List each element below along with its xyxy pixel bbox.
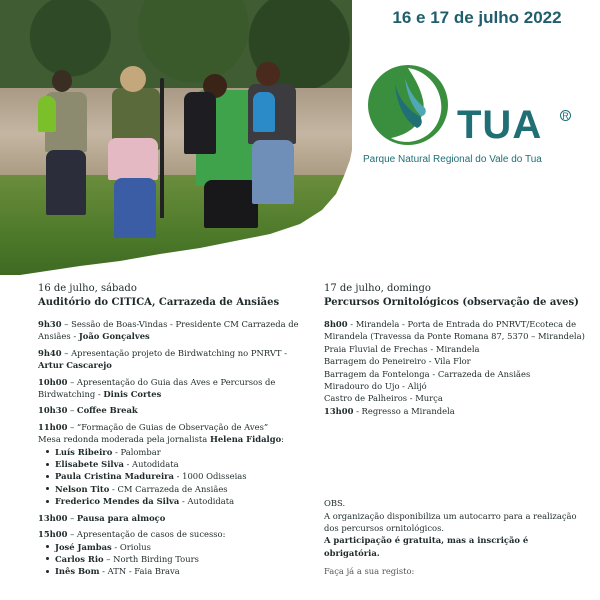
schedule-speaker: João Gonçalves [78, 331, 150, 342]
route-start [324, 318, 586, 343]
route-stop: Miradouro do Ujo - Alijó [324, 381, 427, 392]
backpack-green [38, 96, 56, 132]
cases-item [38, 528, 306, 578]
schedule-item [38, 376, 306, 401]
list-item [46, 495, 306, 507]
route-end-text: - Regresso a Mirandela [353, 405, 455, 416]
panel-colon: : [281, 434, 284, 445]
obs-registration-note: A participação é gratuita, mas a inscrição é obrigatória. [324, 535, 529, 558]
speaker-name: Paula Cristina Madureira [55, 471, 174, 482]
park-name: Parque Natural Regional do Vale do Tua [363, 154, 542, 165]
obs-title: OBS. [324, 498, 346, 509]
speaker-org: – North Birding Tours [103, 553, 199, 564]
obs-register-call: Faça já a sua registo: [324, 566, 415, 577]
schedule-speaker: Dinis Cortes [103, 389, 162, 400]
schedule-time: 8h00 [324, 319, 348, 329]
schedule-text: – Apresentação projeto de Birdwatching no PNRVT - [61, 347, 287, 358]
speaker-org: - 1000 Odisseias [173, 471, 247, 482]
schedule-item [38, 318, 306, 343]
speaker-org: - Palombar [112, 446, 161, 457]
backpack-blue [253, 92, 275, 132]
torn-paper-edge [0, 150, 600, 285]
speaker-org: - Autodidata [123, 459, 179, 470]
day2-venue: Percursos Ornitológicos (observação de aves) [324, 297, 579, 308]
schedule-item [38, 512, 306, 524]
speaker-name: Elisabete Silva [55, 459, 124, 470]
birdwatcher-4-head [256, 62, 280, 86]
speaker-name: Nelson Tito [55, 483, 110, 494]
speaker-name: José Jambas [55, 541, 112, 552]
route-stop: Barragem do Peneireiro - Vila Flor [324, 356, 471, 367]
logo-wordmark: TUA [457, 103, 543, 147]
list-item [46, 446, 306, 458]
schedule-text: – [67, 512, 77, 523]
schedule-speaker: Coffee Break [76, 405, 138, 416]
birdwatcher-2-head [120, 66, 146, 92]
day1-venue: Auditório do CITICA, Carrazeda de Ansiães [38, 297, 280, 308]
panel-title: – “Formação de Guias de Observação de Aves” [67, 421, 269, 432]
list-item [46, 458, 306, 470]
schedule-item [38, 404, 306, 416]
panel-item [38, 421, 306, 508]
observations [324, 497, 586, 577]
route-end [324, 405, 586, 417]
backpack-black [184, 92, 216, 154]
schedule-speaker: Artur Cascarejo [38, 360, 112, 371]
event-dates: 16 e 17 de julho 2022 [392, 8, 562, 27]
schedule-time: 13h00 [38, 512, 68, 523]
speaker-org: - Autodidata [179, 496, 235, 507]
schedule-item [38, 347, 306, 372]
day2-column [324, 282, 586, 578]
schedule-text: – Apresentação do Guia das Aves e Percursos de Birdwatching - [38, 376, 276, 400]
schedule-text: – [67, 405, 77, 416]
obs-text: A organização disponibiliza um autocarro para a realização dos percursos ornitológicos. [324, 510, 577, 534]
speaker-org: - CM Carrazeda de Ansiães [109, 483, 228, 494]
registered-mark: R [560, 110, 571, 121]
speaker-org: - Oriolus [111, 541, 151, 552]
panel-speakers-list [46, 446, 306, 508]
schedule-time: 13h00 [324, 405, 354, 416]
speaker-name: Frederico Mendes da Silva [55, 496, 180, 507]
list-item [46, 541, 306, 553]
schedule-text: – Sessão de Boas-Vindas - Presidente CM Carrazeda de Ansiães - [38, 319, 299, 342]
speaker-org: - ATN - Faia Brava [99, 566, 180, 577]
schedule-time: 10h30 [38, 405, 68, 416]
pnrvt-logo-icon [365, 62, 451, 148]
cases-speakers-list [46, 541, 306, 578]
day1-column [38, 282, 306, 582]
schedule-time: 10h00 [38, 376, 68, 387]
schedule-time: 15h00 [38, 529, 68, 540]
speaker-name: Inês Bom [55, 566, 100, 577]
schedule-time: 9h40 [38, 347, 62, 358]
route-stop: Barragem da Fontelonga - Carrazeda de Ansiães [324, 368, 531, 379]
schedule-text: – Apresentação de casos de sucesso: [67, 529, 226, 540]
route-stop: Castro de Palheiros - Murça [324, 393, 443, 404]
panel-moderator: Helena Fidalgo [209, 434, 282, 445]
list-item [46, 553, 306, 565]
list-item [46, 470, 306, 482]
speaker-name: Luís Ribeiro [55, 446, 113, 457]
speaker-name: Carlos Rio [55, 553, 104, 564]
day1-heading: 16 de julho, sábado [38, 283, 137, 294]
panel-text: Mesa redonda moderada pela jornalista [38, 434, 210, 445]
list-item [46, 483, 306, 495]
schedule-time: 9h30 [38, 319, 62, 329]
route-start-text: - Mirandela - Porta de Entrada do PNRVT/Ecoteca de Mirandela (Travessa da Ponte Romana 87, 5370 – Mirandela) [324, 319, 585, 342]
day2-heading: 17 de julho, domingo [324, 283, 431, 294]
schedule-time: 11h00 [38, 421, 68, 432]
route-stop: Praia Fluvial de Frechas - Mirandela [324, 343, 480, 354]
birdwatcher-1-head [52, 70, 72, 92]
schedule-break: Pausa para almoço [76, 512, 166, 523]
list-item [46, 565, 306, 577]
